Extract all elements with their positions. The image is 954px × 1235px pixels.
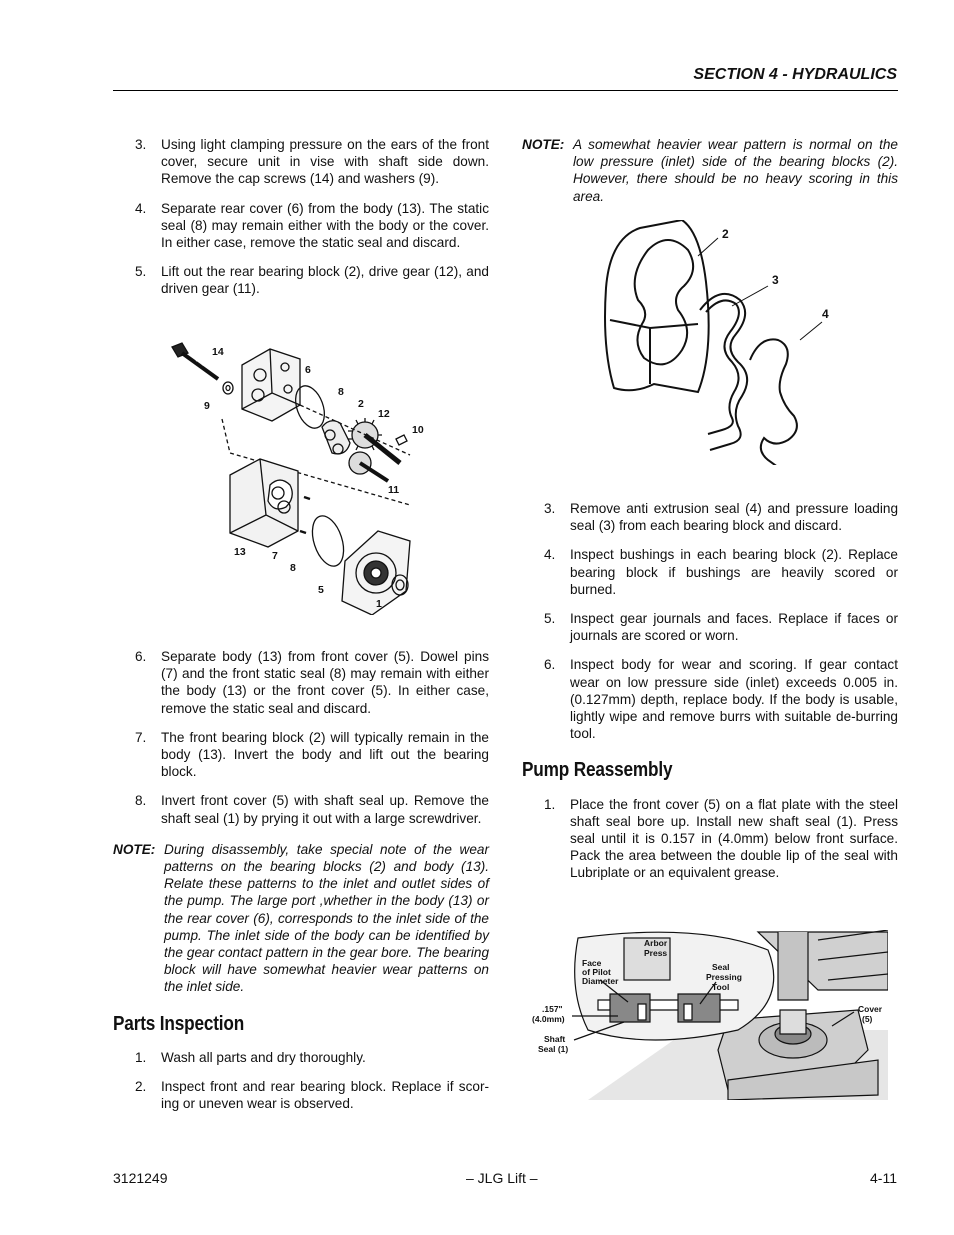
seal-tool-label: Pressing [706, 972, 742, 982]
wear-pattern-note [522, 136, 898, 205]
callout-label: 10 [412, 424, 424, 436]
callout-label: 4 [822, 307, 829, 321]
cover-label: (5) [862, 1014, 873, 1024]
callout-label: 3 [772, 273, 779, 287]
doc-number: 3121249 [113, 1170, 168, 1186]
list-item: 7. The front bearing block (2) will typically remain in the body (13). Invert the body and lift out the bearing block. [135, 729, 489, 780]
list-item: 4. Inspect bushings in each bearing block (2). Replace bearing block if bushings are heavily scored or burned. [544, 547, 898, 597]
callout-label: 11 [388, 484, 400, 496]
parts-inspection-heading: Parts Inspection [113, 1012, 245, 1035]
callout-label: 13 [234, 546, 246, 558]
list-item: 6. Inspect body for wear and scoring. If gear contact wear on low pressure side (inlet) exceeds 0.005 in. (0.127mm) depth, replace body. If the body is usable, lightly wipe and remove burrs with suitable de-burring tool. [544, 657, 898, 742]
list-item: 2. Inspect front and rear bearing block. Replace if scoring or uneven wear is observed. [135, 1079, 489, 1112]
arbor-press-label: Press [644, 948, 668, 958]
shaft-seal-label: Shaft [544, 1034, 566, 1044]
left-steps-b [113, 648, 489, 1112]
list-item: 3. Using light clamping pressure on the ears of the front cover, secure unit in vise with shaft side down. Remove the cap screws (14) and washers (9). [135, 137, 489, 187]
shaft-seal-label: Seal (1) [538, 1044, 569, 1054]
callout-label: 2 [722, 227, 729, 241]
cover-label: Cover [858, 1004, 883, 1014]
list-item: 5. Lift out the rear bearing block (2), drive gear (12), and driven gear (11). [135, 264, 489, 297]
disassembly-note [113, 841, 489, 996]
callout-label: 8 [290, 562, 296, 574]
note-text: A somewhat heavier wear pattern is normal on the low pressure (inlet) side of the bearing blocks (2). However, there should be no heavy scoring in this area. [573, 137, 898, 204]
note-text: During disassembly, take special note of the wear patterns on the bearing blocks (2) and body (13). Relate these patterns to the inlet and outlet sides of the pump. The large port ,whether in the body (13) or the rear cover (6), corresponds to the inlet side of the pump. The inlet side of the body can be identified by the gear contact pattern in the gear bore. The bearing block will have somewhat heavier wear patterns on the inlet side. [164, 841, 489, 995]
list-item: 1. Place the front cover (5) on a flat plate with the steel shaft seal bore up. Install new shaft seal (1). Press seal until it is 0.157 in (4.0mm) below front surface. Pack the area between the double lip of the seal with Lubriplate or an equivalent grease. [544, 796, 898, 881]
pump-reassembly-heading: Pump Reassembly [522, 759, 673, 782]
page-number: 4-11 [870, 1170, 897, 1186]
seal-tool-label: Seal [712, 962, 730, 972]
callout-label: 14 [212, 346, 224, 358]
list-item: 1. Wash all parts and dry thoroughly. [135, 1049, 366, 1065]
list-item: 4. Separate rear cover (6) from the body (13). The static seal (8) may remain either with the body or the cover. In either case, remove the static seal and discard. [135, 200, 489, 251]
depth-label: (4.0mm) [532, 1014, 565, 1024]
left-steps-a [113, 136, 489, 298]
list-item: 3. Remove anti extrusion seal (4) and pressure loading seal (3) from each bearing block and discard. [544, 501, 898, 534]
callout-label: 7 [272, 550, 278, 562]
bearing-block-seals-diagram [600, 220, 830, 465]
list-item: 6. Separate body (13) from front cover (5). Dowel pins (7) and the front static seal (8) may remain with either the body (13) or the front cover (5). In either case, remove the static seal and discard. [135, 649, 489, 716]
header-rule [113, 90, 898, 91]
list-item: 5. Inspect gear journals and faces. Replace if faces or journals are scored or worn. [544, 611, 898, 644]
section-title: SECTION 4 - HYDRAULICS [693, 66, 897, 83]
face-pilot-label: Diameter [582, 976, 619, 986]
arbor-press-label: Arbor [644, 938, 668, 948]
arbor-press-diagram [528, 930, 888, 1100]
callout-label: 2 [358, 398, 364, 410]
right-note-block [522, 136, 898, 205]
depth-label: .157" [542, 1004, 563, 1014]
note-label: NOTE: [113, 841, 156, 857]
face-pilot-label: of Pilot [582, 967, 611, 977]
seal-tool-label: Tool [712, 982, 730, 992]
note-label: NOTE: [522, 137, 565, 152]
right-steps [522, 500, 898, 882]
list-item: 8. Invert front cover (5) with shaft seal up. Remove the shaft seal (1) by prying it out with a large screwdriver. [135, 793, 489, 826]
callout-label: 12 [378, 408, 390, 420]
footer-center: – JLG Lift – [466, 1170, 538, 1186]
pump-exploded-diagram [160, 335, 450, 615]
callout-label: 1 [376, 598, 382, 610]
callout-label: 5 [318, 584, 324, 596]
callout-label: 6 [305, 364, 311, 376]
face-pilot-label: Face [582, 958, 602, 968]
callout-label: 9 [204, 400, 210, 412]
callout-label: 8 [338, 386, 344, 398]
